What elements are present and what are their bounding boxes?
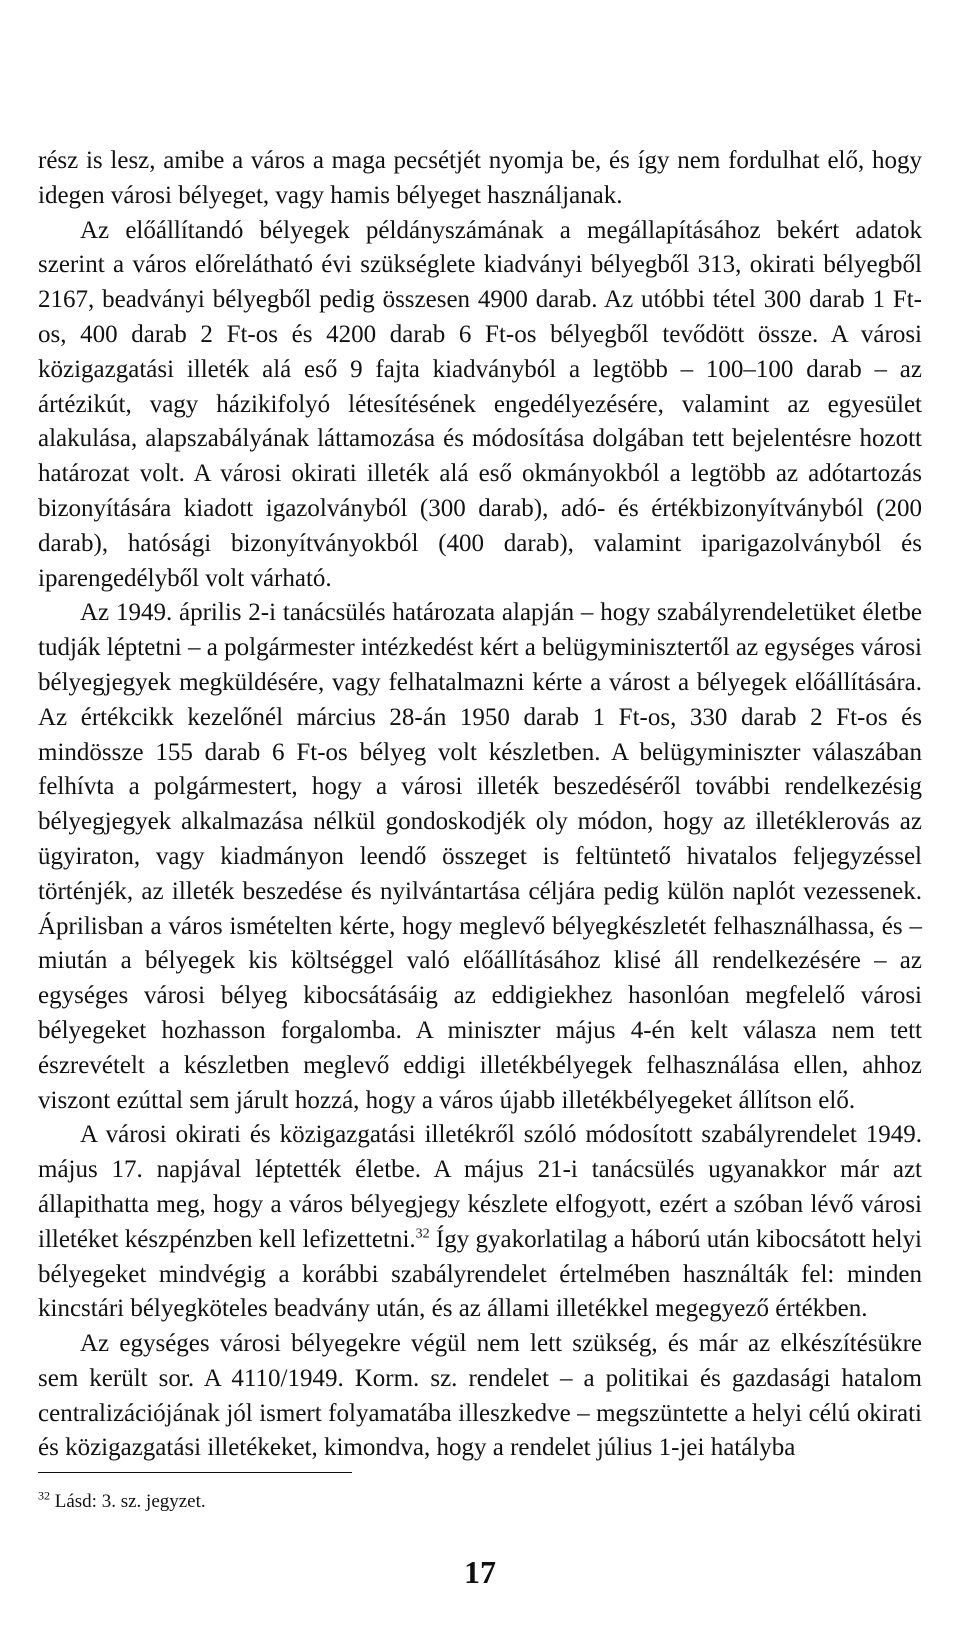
footnote-number: 32 [38,1488,50,1503]
footnote-divider [38,1472,352,1473]
paragraph-3: Az 1949. április 2-i tanácsülés határozata alapján – hogy szabályrendeletüket életbe tudják léptetni – a polgármester intézkedést kért a belügyminisztertől az egységes városi bélyegjegyek megküldésére, vagy felhatalmazni kérte a várost a bélyegek előállítására. Az értékcikk kezelőnél március 28-án 1950 darab 1 Ft-os, 330 darab 2 Ft-os és mindössze 155 darab 6 Ft-os bélyeg volt készletben. A belügyminiszter válaszában felhívta a polgármestert, hogy a városi illeték beszedéséről további rendelkezésig bélyegjegyek alkalmazása nélkül gondoskodjék oly módon, hogy az illetéklerovás az ügyiraton, vagy kiadmányon leendő összeget is feltüntető hivatalos feljegyzéssel történjék, az illeték beszedése és nyilvántartása céljára pedig külön naplót vezessenek. Áprilisban a város ismételten kérte, hogy meglevő bélyegkészletét felhasználhassa, és – miután a bélyegek kis költséggel való előállításához klisé áll rendelkezésére – az egységes városi bélyeg kibocsátásáig az eddigiekhez hasonlóan megfelelő városi bélyegeket hozhasson forgalomba. A miniszter május 4-én kelt válasza nem tett észrevételt a készletben meglevő eddigi illetékbélyegek felhasználása ellen, ahhoz viszont ezúttal sem járult hozzá, hogy a város újabb illetékbélyegeket állítson elő. [38,599,922,1114]
footnote-text: Lásd: 3. sz. jegyzet. [54,1491,206,1512]
paragraph-4-text-after: Így gyakorlatilag a háború után kibocsátott helyi bélyegeket mindvégig a korábbi szabályrendelet értelmében használták fel: minden kincstári bélyegköteles beadvány után, és az állami illetékkel megegyező értékben. [38,1225,922,1323]
footnote [38,1490,206,1514]
main-text [38,144,922,1466]
paragraph-2: Az előállítandó bélyegek példányszámának a megállapításához bekért adatok szerint a város előrelátható évi szükséglete kiadványi bélyegből 313, okirati bélyegből 2167, beadványi bélyegből pedig összesen 4900 darab. Az utóbbi tétel 300 darab 1 Ft-os, 400 darab 2 Ft-os és 4200 darab 6 Ft-os bélyegből tevődött össze. A városi közigazgatási illeték alá eső 9 fajta kiadványból a legtöbb – 100–100 darab – az ártézikút, vagy házikifolyó létesítésének engedélyezésére, valamint az egyesület alakulása, alapszabályának láttamozása és módosítása dolgában tett bejelentésre hozott határozat volt. A városi okirati illeték alá eső okmányokból a legtöbb az adótartozás bizonyítására kiadott igazolványból (300 darab), adó- és értékbizonyítványból (200 darab), hatósági bizonyítványokból (400 darab), valamint iparigazolványból és iparengedélyből volt várható. [38,216,922,592]
page-body [38,144,922,1466]
paragraph-4-text-before: A városi okirati és közigazgatási illetékről szóló módosított szabályrendelet 1949. május 17. napjával léptették életbe. A május 21-i tanácsülés ugyanakkor már azt állapithatta meg, hogy a város bélyegjegy készlete elfogyott, ezért a szóban lévő városi illetéket készpénzben kell lefizettetni. [38,1121,922,1253]
paragraph-5: Az egységes városi bélyegekre végül nem lett szükség, és már az elkészítésükre sem került sor. A 4110/1949. Korm. sz. rendelet – a politikai és gazdasági hatalom centralizációjának jól ismert folyamatába illeszkedve – megszüntette a helyi célú okirati és közigazgatási illetékeket, kimondva, hogy a rendelet július 1-jei hatályba [38,1330,922,1462]
page-number: 17 [464,1554,496,1590]
paragraph-1: rész is lesz, amibe a város a maga pecsétjét nyomja be, és így nem fordulhat elő, hogy idegen városi bélyeget, vagy hamis bélyeget használjanak. [38,147,922,209]
paragraph-4 [38,1118,922,1327]
footnote-reference[interactable]: 32 [415,1226,430,1242]
